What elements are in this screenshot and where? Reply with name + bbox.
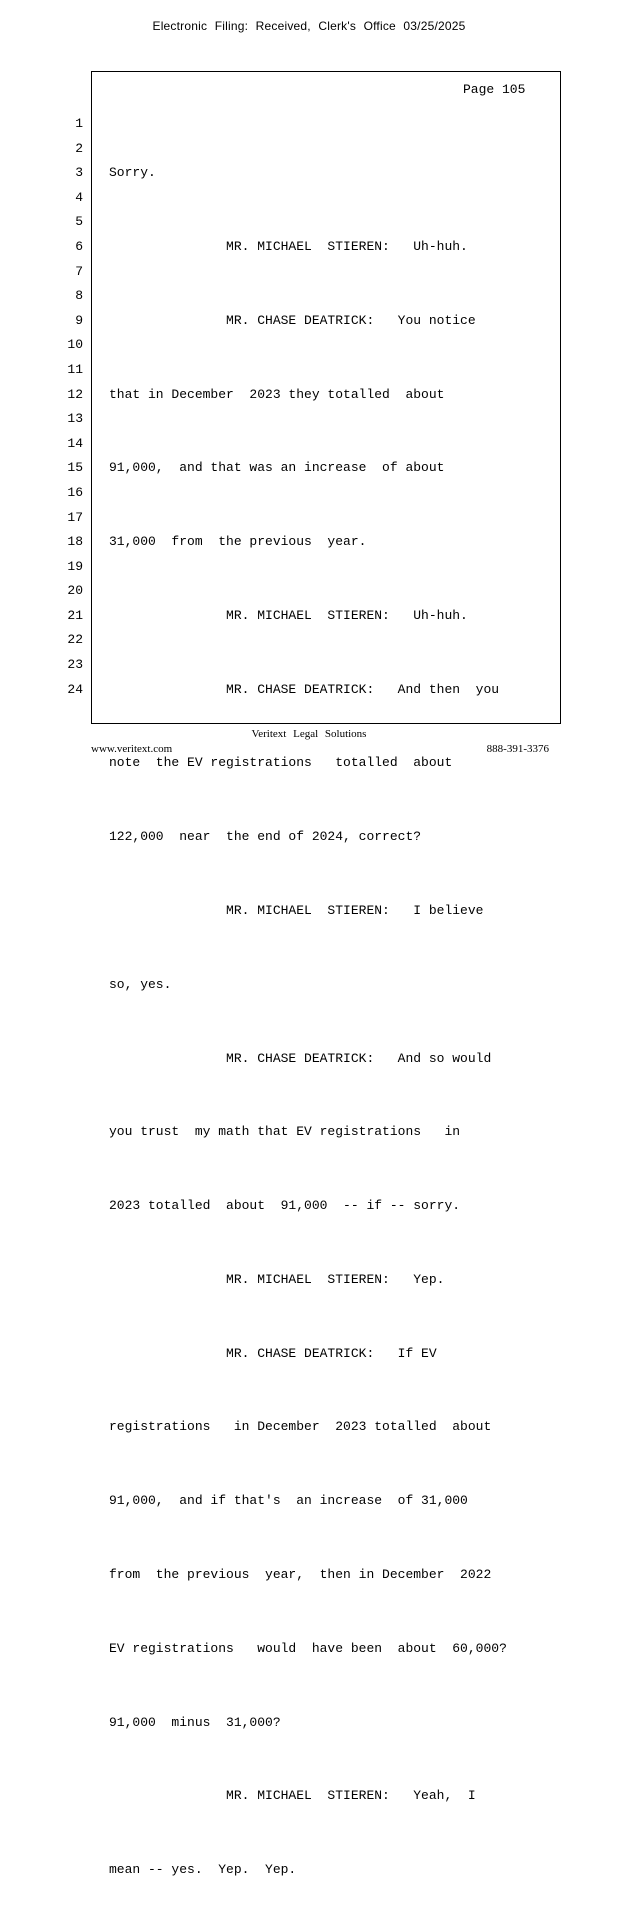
transcript-line: MR. CHASE DEATRICK: And so would [109,1050,492,1066]
line-number: 6 [75,238,83,254]
transcript-line: 122,000 near the end of 2024, correct? [109,829,422,845]
transcript-line: from the previous year, then in December 2022 [109,1567,492,1583]
footer-phone: 888-391-3376 [486,743,549,755]
line-number: 3 [75,165,83,181]
footer-website: www.veritext.com [91,743,173,755]
transcript-line: MR. MICHAEL STIEREN: Yeah, I [109,1788,476,1804]
line-number: 10 [67,337,83,353]
transcript-text [109,112,549,1907]
transcript-line: 31,000 from the previous year. [109,534,367,550]
transcript-line: MR. CHASE DEATRICK: You notice [109,312,476,328]
transcript-line: MR. CHASE DEATRICK: If EV [109,1345,437,1361]
transcript-line: MR. MICHAEL STIEREN: Uh-huh. [109,238,468,254]
transcript-line: that in December 2023 they totalled about [109,386,445,402]
line-number: 7 [75,263,83,279]
footer-company: Veritext Legal Solutions [251,728,367,740]
transcript-line: MR. CHASE DEATRICK: And then you [109,681,500,697]
transcript-line: registrations in December 2023 totalled about [109,1419,492,1435]
line-number: 22 [67,632,83,648]
transcript-line: you trust my math that EV registrations in [109,1124,461,1140]
line-number: 2 [75,140,83,156]
line-number: 16 [67,484,83,500]
transcript-line: 91,000, and if that's an increase of 31,000 [109,1493,468,1509]
line-number: 11 [67,361,83,377]
line-number: 24 [67,681,83,697]
line-number: 18 [67,534,83,550]
transcript-line: 2023 totalled about 91,000 -- if -- sorry. [109,1198,461,1214]
line-number: 8 [75,288,83,304]
transcript-line: 91,000, and that was an increase of about [109,460,445,476]
line-number: 20 [67,583,83,599]
page-number: Page 105 [463,82,526,97]
line-number: 19 [67,558,83,574]
line-number: 5 [75,214,83,230]
transcript-line: Sorry. [109,165,156,181]
transcript-line: mean -- yes. Yep. Yep. [109,1862,297,1878]
line-number: 1 [75,116,83,131]
line-number: 23 [67,657,83,673]
transcript-line: MR. MICHAEL STIEREN: Uh-huh. [109,607,468,623]
line-number: 4 [75,189,83,205]
line-number: 14 [67,435,83,451]
line-number: 21 [67,607,83,623]
transcript-line: 91,000 minus 31,000? [109,1714,281,1730]
line-number: 13 [67,411,83,427]
line-number-column [55,112,83,702]
line-number: 17 [67,509,83,525]
transcript-line: EV registrations would have been about 60,000? [109,1640,507,1656]
line-number: 15 [67,460,83,476]
transcript-line: MR. MICHAEL STIEREN: Yep. [109,1271,445,1287]
line-number: 9 [75,312,83,328]
transcript-line: note the EV registrations totalled about [109,755,453,771]
filing-stamp: Electronic Filing: Received, Clerk's Office 03/25/2025 [152,19,466,33]
line-number: 12 [67,386,83,402]
transcript-line: MR. MICHAEL STIEREN: I believe [109,903,484,918]
transcript-line: so, yes. [109,976,172,992]
